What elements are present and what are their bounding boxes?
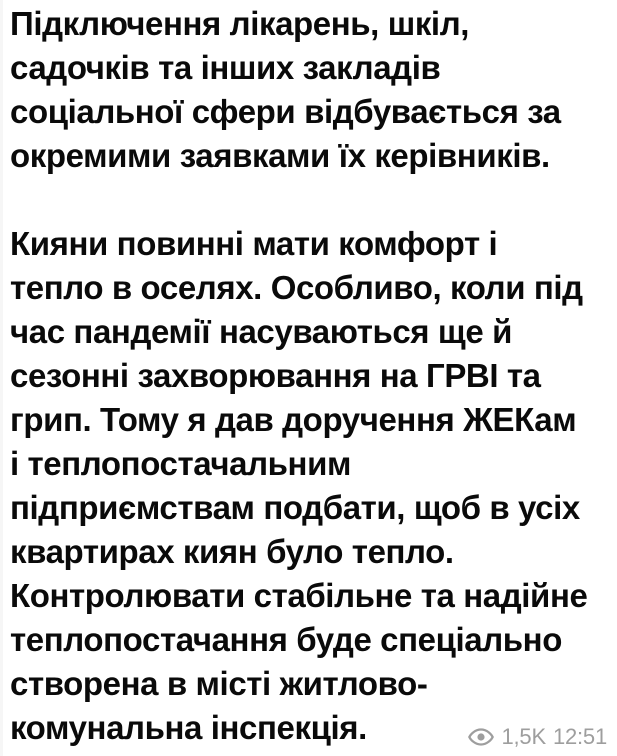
message-line: садочків та інших закладів [10,49,441,86]
message-line: комунальна інспекція. [10,709,367,746]
views-count: 1,5K [501,724,546,749]
message-line: соціальної сфери відбувається за [10,93,561,130]
screen-edge [0,0,3,756]
message-meta [468,726,607,748]
message-line: грип. Тому я дав доручення ЖЕКам [10,401,577,438]
message-line: і теплопостачальним [10,445,351,482]
message-line: квартирах киян було тепло. [10,533,454,570]
message-line: Контролювати стабільне та надійне [10,577,588,614]
message-line: створена в місті житлово- [10,665,428,702]
message-line: тепло в оселях. Особливо, коли під [10,269,583,306]
message-text [10,2,617,750]
message-line: Кияни повинні мати комфорт і [10,225,498,262]
message-paragraph [10,222,617,750]
message-line: окремими заявками їх керівників. [10,137,550,174]
message-line: час пандемії насуваються ще й [10,313,512,350]
message-line: сезонні захворювання на ГРВІ та [10,357,541,394]
message-line: підприємствам подбати, щоб в усіх [10,489,580,526]
message-line: Підключення лікарень, шкіл, [10,5,470,42]
message-line: теплопостачання буде спеціально [10,621,562,658]
message-time: 12:51 [552,724,607,749]
views-eye-icon [468,728,494,746]
message-paragraph [10,2,617,178]
